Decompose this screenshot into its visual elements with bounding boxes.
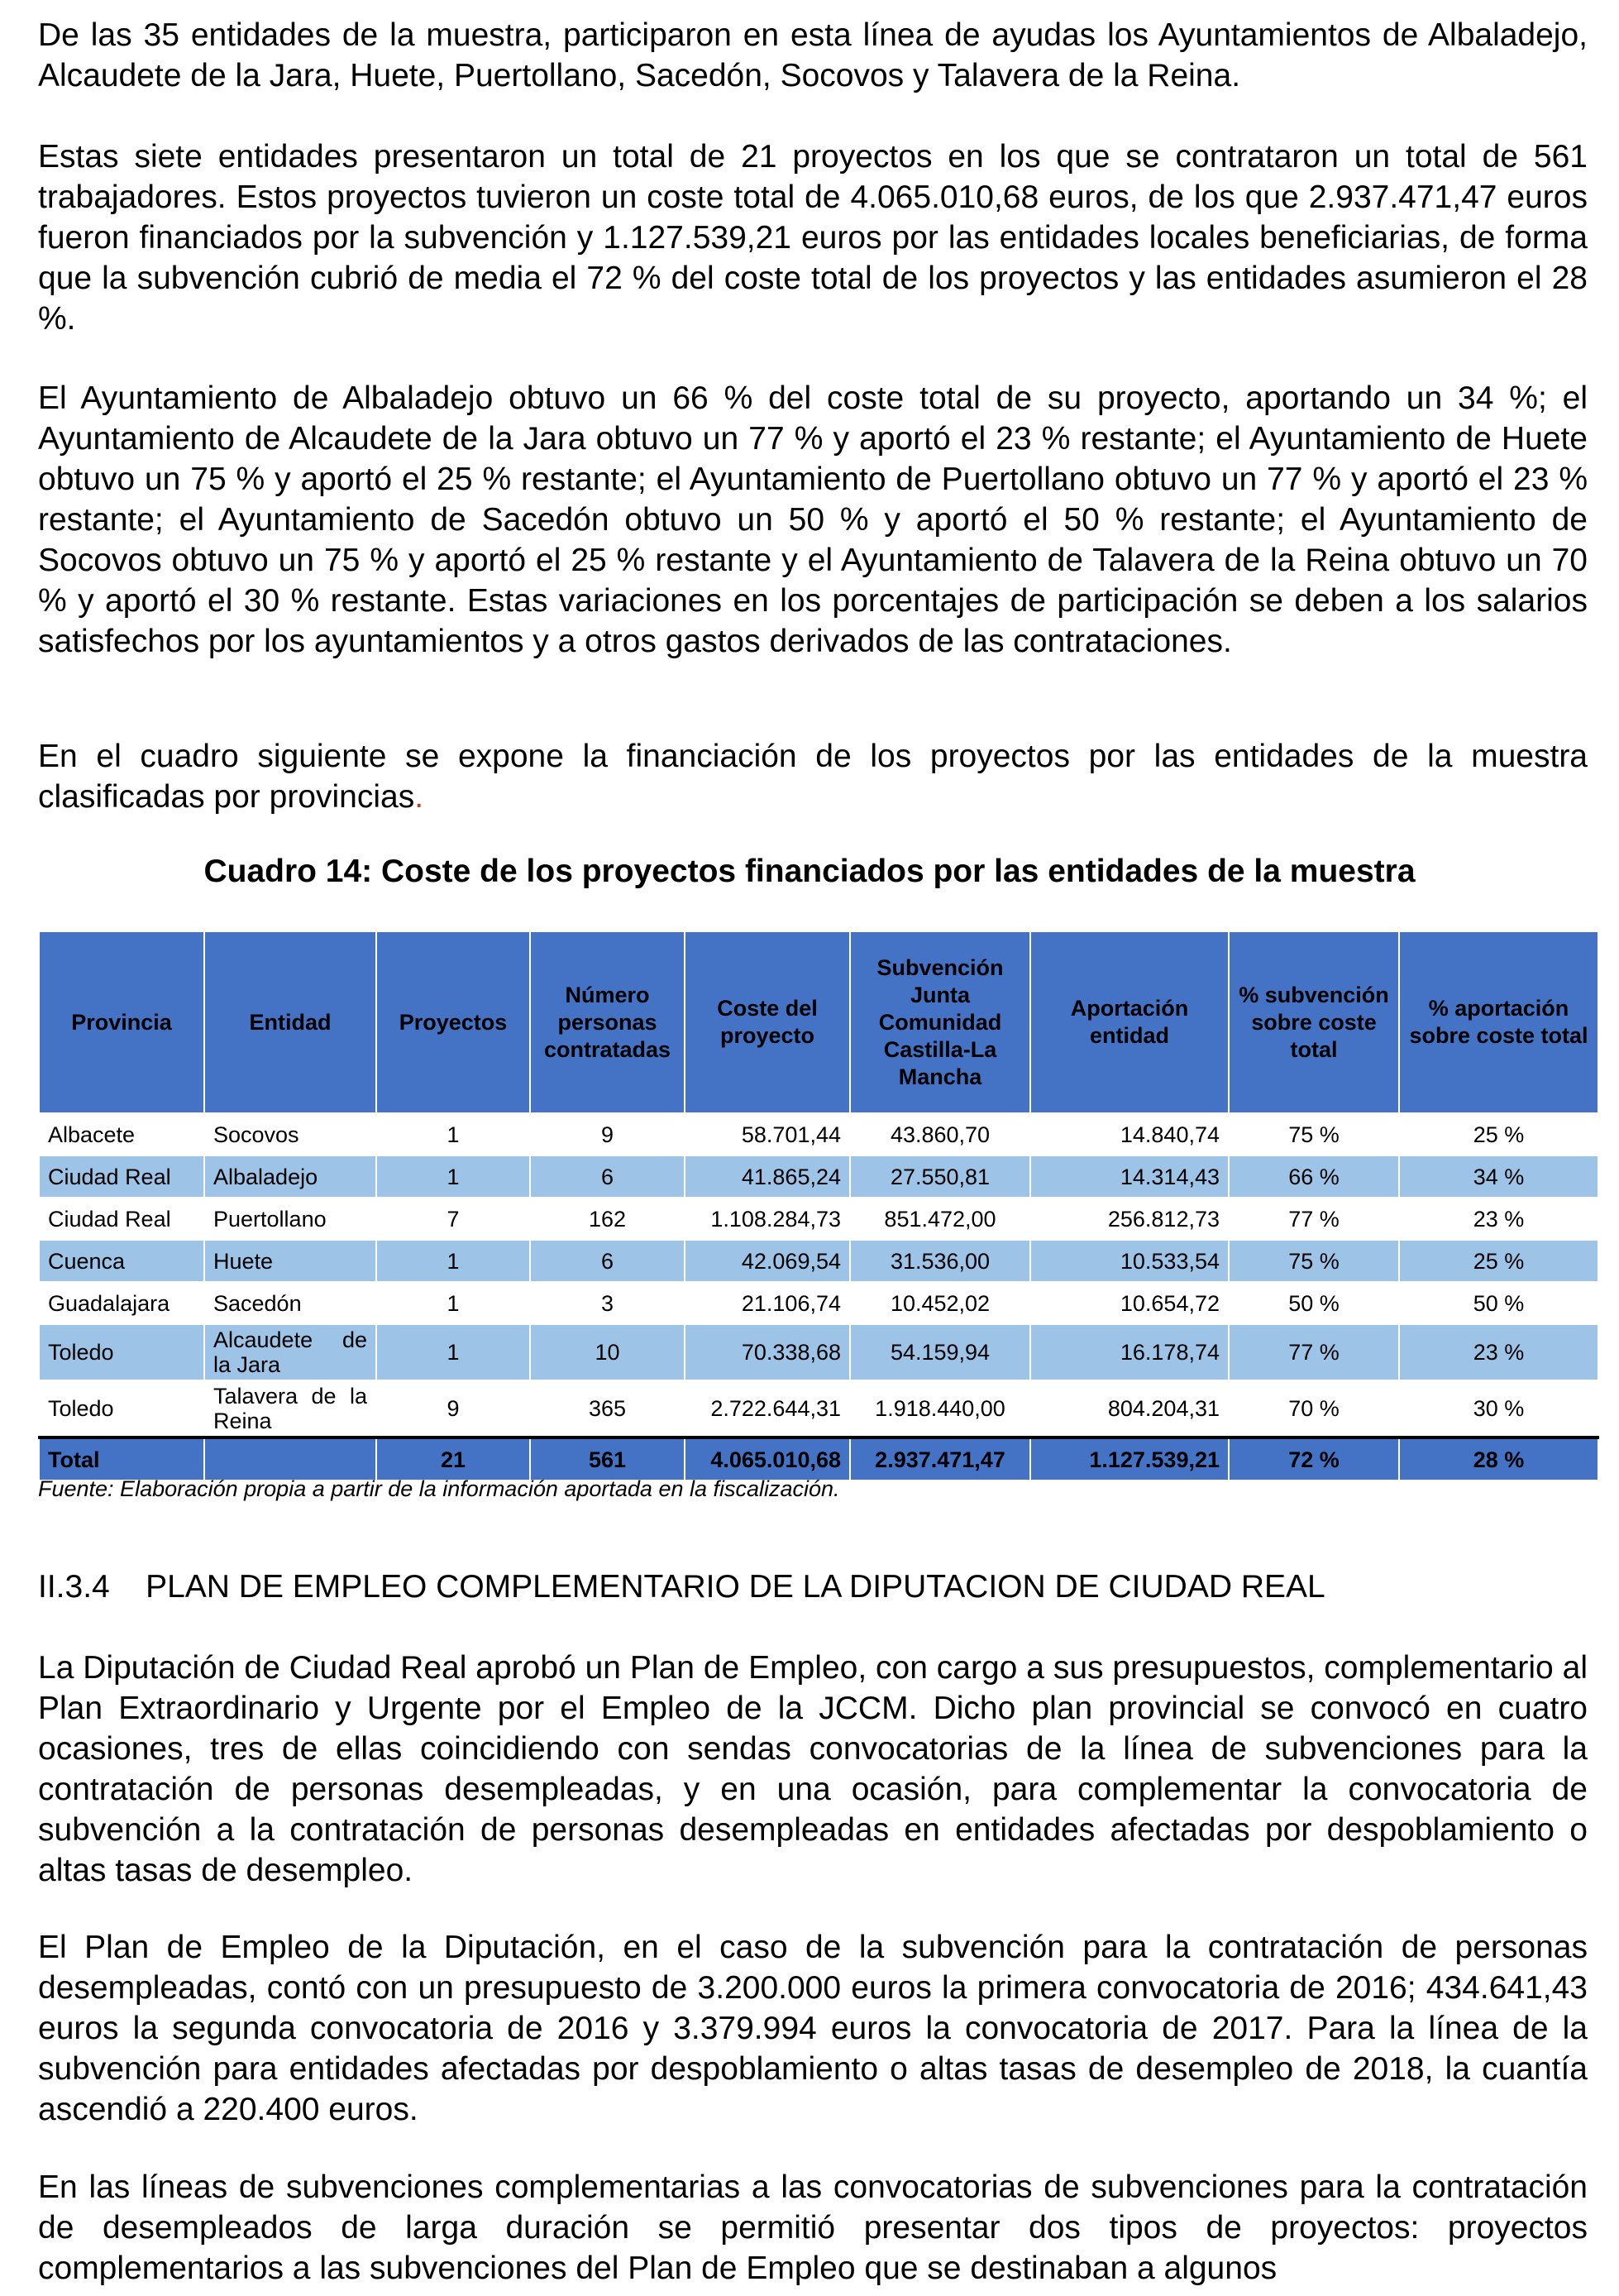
cell-pct-subvencion: 75 % bbox=[1229, 1240, 1399, 1282]
section-heading: II.3.4 PLAN DE EMPLEO COMPLEMENTARIO DE LA DIPUTACION DE CIUDAD REAL bbox=[38, 1569, 1325, 1605]
cell-proyectos: 1 bbox=[376, 1155, 530, 1198]
cell-entidad: Albaladejo bbox=[204, 1155, 376, 1198]
cell-pct-aportacion: 25 % bbox=[1399, 1240, 1598, 1282]
table-row bbox=[39, 1113, 1598, 1155]
table-header-row bbox=[39, 931, 1598, 1113]
cell-proyectos: 9 bbox=[376, 1380, 530, 1437]
cell-coste: 70.338,68 bbox=[685, 1324, 850, 1380]
cell-coste: 2.722.644,31 bbox=[685, 1380, 850, 1437]
cell-personas: 162 bbox=[530, 1198, 685, 1240]
cell-total-coste: 4.065.010,68 bbox=[685, 1437, 850, 1480]
cell-personas: 10 bbox=[530, 1324, 685, 1380]
cell-aportacion: 16.178,74 bbox=[1030, 1324, 1229, 1380]
cell-personas: 3 bbox=[530, 1282, 685, 1324]
cell-pct-subvencion: 75 % bbox=[1229, 1113, 1399, 1155]
cell-pct-subvencion: 66 % bbox=[1229, 1155, 1399, 1198]
paragraph-municipality-percentages: El Ayuntamiento de Albaladejo obtuvo un 66 % del coste total de su proyecto, aportando un 34 %; el Ayuntamiento de Alcaudete de la Jara obtuvo un 77 % y aportó el 23 % restante; el Ayuntamiento de Huete obtuvo un 75 % y aportó el 25 % restante; el Ayuntamiento de Puertollano obtuvo un 77 % y aportó el 23 % restante; el Ayuntamiento de Sacedón obtuvo un 50 % y aportó el 50 % restante; el Ayuntamiento de Socovos obtuvo un 75 % y aportó el 25 % restante y el Ayuntamiento de Talavera de la Reina obtuvo un 70 % y aportó el 30 % restante. Estas variaciones en los porcentajes de participación se deben a los salarios satisfechos por los ayuntamientos y a otros gastos derivados de las contrataciones. bbox=[38, 380, 1588, 659]
financing-table bbox=[38, 930, 1599, 1481]
cell-total-label: Total bbox=[39, 1437, 204, 1480]
header-proyectos: Proyectos bbox=[376, 931, 530, 1113]
cell-proyectos: 1 bbox=[376, 1113, 530, 1155]
table-intro-period: . bbox=[414, 779, 424, 815]
cell-pct-aportacion: 30 % bbox=[1399, 1380, 1598, 1437]
header-coste-proyecto: Coste del proyecto bbox=[685, 931, 850, 1113]
cell-aportacion: 10.533,54 bbox=[1030, 1240, 1229, 1282]
cell-entidad: Sacedón bbox=[204, 1282, 376, 1324]
cell-provincia: Toledo bbox=[39, 1324, 204, 1380]
cell-subvencion: 54.159,94 bbox=[850, 1324, 1030, 1380]
cell-pct-subvencion: 50 % bbox=[1229, 1282, 1399, 1324]
cell-provincia: Cuenca bbox=[39, 1240, 204, 1282]
header-subvencion-junta: Subvención Junta Comunidad Castilla-La Mancha bbox=[850, 931, 1030, 1113]
header-aportacion-entidad: Aportación entidad bbox=[1030, 931, 1229, 1113]
paragraph-projects-summary: Estas siete entidades presentaron un total de 21 proyectos en los que se contrataron un total de 561 trabajadores. Estos proyectos tuvieron un coste total de 4.065.010,68 euros, de los que 2.937.471,47 euros fueron financiados por la subvención y 1.127.539,21 euros por las entidades locales beneficiarias, de forma que la subvención cubrió de media el 72 % del coste total de los proyectos y las entidades asumieron el 28 %. bbox=[38, 139, 1588, 337]
cell-personas: 9 bbox=[530, 1113, 685, 1155]
cell-aportacion: 804.204,31 bbox=[1030, 1380, 1229, 1437]
header-personas-contratadas: Número personas contratadas bbox=[530, 931, 685, 1113]
cell-proyectos: 1 bbox=[376, 1282, 530, 1324]
cell-pct-subvencion: 77 % bbox=[1229, 1324, 1399, 1380]
cell-aportacion: 10.654,72 bbox=[1030, 1282, 1229, 1324]
table-row bbox=[39, 1198, 1598, 1240]
header-entidad: Entidad bbox=[204, 931, 376, 1113]
paragraph-lineas-complementarias: En las líneas de subvenciones complementarias a las convocatorias de subvenciones para la contratación de desempleados de larga duración se permitió presentar dos tipos de proyectos: proyectos complementarios a las subvenciones del Plan de Empleo que se destinaban a algunos bbox=[38, 2169, 1588, 2286]
cell-provincia: Toledo bbox=[39, 1380, 204, 1437]
cell-total-personas: 561 bbox=[530, 1437, 685, 1480]
cell-entidad: Alcaudete de la Jara bbox=[204, 1324, 376, 1380]
cell-aportacion: 14.314,43 bbox=[1030, 1155, 1229, 1198]
cell-coste: 1.108.284,73 bbox=[685, 1198, 850, 1240]
cell-pct-aportacion: 25 % bbox=[1399, 1113, 1598, 1155]
cell-coste: 21.106,74 bbox=[685, 1282, 850, 1324]
cell-total-aportacion: 1.127.539,21 bbox=[1030, 1437, 1229, 1480]
cell-entidad: Talavera de la Reina bbox=[204, 1380, 376, 1437]
header-provincia: Provincia bbox=[39, 931, 204, 1113]
cell-coste: 42.069,54 bbox=[685, 1240, 850, 1282]
cell-pct-aportacion: 34 % bbox=[1399, 1155, 1598, 1198]
cell-total-pct-subvencion: 72 % bbox=[1229, 1437, 1399, 1480]
cell-pct-aportacion: 23 % bbox=[1399, 1324, 1598, 1380]
cell-personas: 365 bbox=[530, 1380, 685, 1437]
paragraph-presupuesto: El Plan de Empleo de la Diputación, en el caso de la subvención para la contratación de personas desempleadas, contó con un presupuesto de 3.200.000 euros la primera convocatoria de 2016; 434.641,43 euros la segunda convocatoria de 2016 y 3.379.994 euros la convocatoria de 2017. Para la línea de la subvención para entidades afectadas por despoblamiento o altas tasas de desempleo de 2018, la cuantía ascendió a 220.400 euros. bbox=[38, 1930, 1588, 2127]
cell-subvencion: 10.452,02 bbox=[850, 1282, 1030, 1324]
cell-entidad: Socovos bbox=[204, 1113, 376, 1155]
cell-subvencion: 1.918.440,00 bbox=[850, 1380, 1030, 1437]
paragraph-participants: De las 35 entidades de la muestra, participaron en esta línea de ayudas los Ayuntamientos de Albaladejo, Alcaudete de la Jara, Huete, Puertollano, Sacedón, Socovos y Talavera de la Reina. bbox=[38, 17, 1588, 93]
cell-provincia: Albacete bbox=[39, 1113, 204, 1155]
table-caption: Cuadro 14: Coste de los proyectos financiados por las entidades de la muestra bbox=[203, 854, 1416, 889]
paragraph-plan-empleo: La Diputación de Ciudad Real aprobó un Plan de Empleo, con cargo a sus presupuestos, complementario al Plan Extraordinario y Urgente por el Empleo de la JCCM. Dicho plan provincial se convocó en cuatro ocasiones, tres de ellas coincidiendo con sendas convocatorias de la línea de subvenciones para la contratación de personas desempleadas, y en una ocasión, para complementar la convocatoria de subvención a la contratación de personas desempleadas en entidades afectadas por despoblamiento o altas tasas de desempleo. bbox=[38, 1650, 1588, 1888]
table-row bbox=[39, 1155, 1598, 1198]
table-row bbox=[39, 1240, 1598, 1282]
cell-coste: 58.701,44 bbox=[685, 1113, 850, 1155]
cell-total-entidad bbox=[204, 1437, 376, 1480]
table-source-note: Fuente: Elaboración propia a partir de la información aportada en la fiscalización. bbox=[38, 1476, 840, 1501]
cell-total-proyectos: 21 bbox=[376, 1437, 530, 1480]
cell-subvencion: 851.472,00 bbox=[850, 1198, 1030, 1240]
cell-aportacion: 256.812,73 bbox=[1030, 1198, 1229, 1240]
cell-proyectos: 1 bbox=[376, 1324, 530, 1380]
table-row bbox=[39, 1282, 1598, 1324]
cell-pct-subvencion: 70 % bbox=[1229, 1380, 1399, 1437]
cell-pct-subvencion: 77 % bbox=[1229, 1198, 1399, 1240]
cell-personas: 6 bbox=[530, 1155, 685, 1198]
table-total-row bbox=[39, 1437, 1598, 1480]
cell-subvencion: 43.860,70 bbox=[850, 1113, 1030, 1155]
table-row bbox=[39, 1380, 1598, 1437]
cell-provincia: Guadalajara bbox=[39, 1282, 204, 1324]
cell-coste: 41.865,24 bbox=[685, 1155, 850, 1198]
cell-total-subvencion: 2.937.471,47 bbox=[850, 1437, 1030, 1480]
cell-proyectos: 1 bbox=[376, 1240, 530, 1282]
cell-entidad: Huete bbox=[204, 1240, 376, 1282]
cell-personas: 6 bbox=[530, 1240, 685, 1282]
header-pct-subvencion: % subvención sobre coste total bbox=[1229, 931, 1399, 1113]
cell-aportacion: 14.840,74 bbox=[1030, 1113, 1229, 1155]
cell-subvencion: 31.536,00 bbox=[850, 1240, 1030, 1282]
cell-proyectos: 7 bbox=[376, 1198, 530, 1240]
cell-total-pct-aportacion: 28 % bbox=[1399, 1437, 1598, 1480]
paragraph-table-intro bbox=[38, 736, 1588, 817]
cell-entidad: Puertollano bbox=[204, 1198, 376, 1240]
cell-provincia: Ciudad Real bbox=[39, 1198, 204, 1240]
cell-pct-aportacion: 23 % bbox=[1399, 1198, 1598, 1240]
table-intro-text: En el cuadro siguiente se expone la financiación de los proyectos por las entidades de la muestra clasificadas por provincias bbox=[38, 739, 1588, 815]
cell-subvencion: 27.550,81 bbox=[850, 1155, 1030, 1198]
header-pct-aportacion: % aportación sobre coste total bbox=[1399, 931, 1598, 1113]
table-row bbox=[39, 1324, 1598, 1380]
cell-pct-aportacion: 50 % bbox=[1399, 1282, 1598, 1324]
cell-provincia: Ciudad Real bbox=[39, 1155, 204, 1198]
